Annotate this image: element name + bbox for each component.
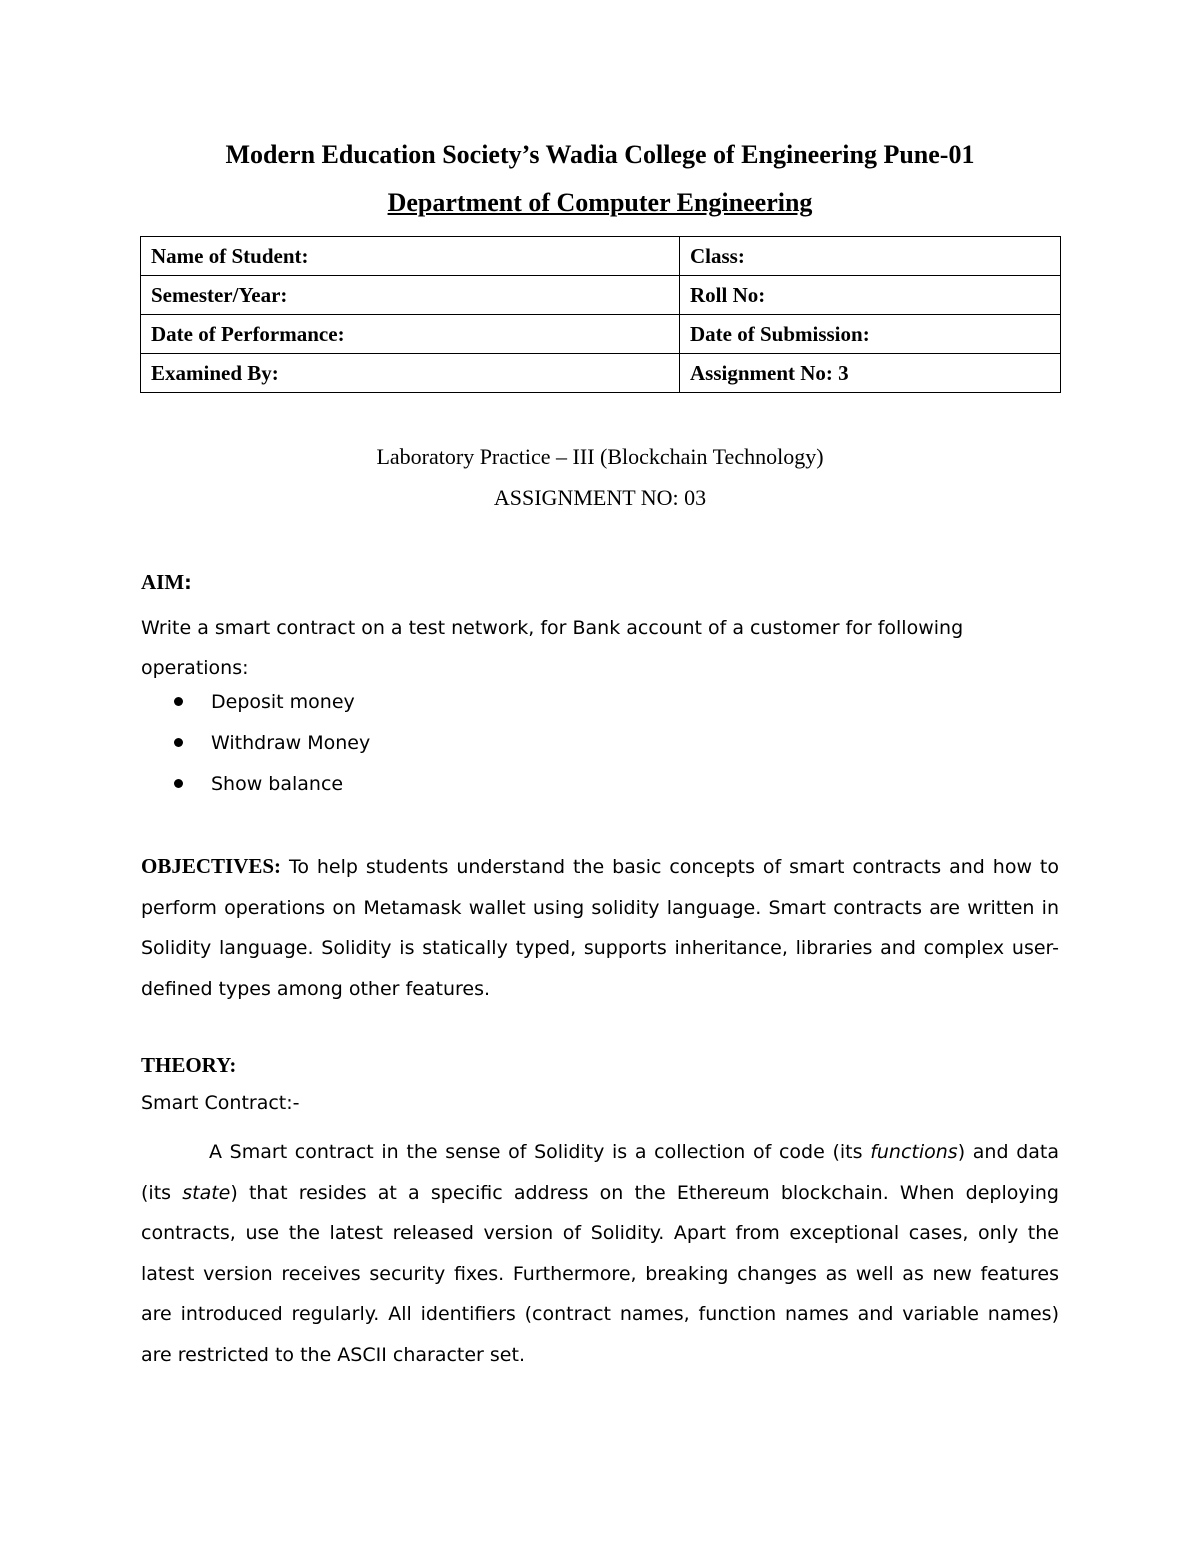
aim-heading-colon: :	[184, 572, 192, 594]
info-cell: Name of Student:	[141, 237, 680, 276]
assignment-number: ASSIGNMENT NO: 03	[493, 485, 707, 510]
aim-text: Write a smart contract on a test network, for Bank account of a customer for following operations:	[141, 617, 964, 679]
college-name: Modern Education Society’s Wadia College of Engineering Pune-01	[225, 140, 975, 169]
operation-label: Show balance	[211, 773, 344, 795]
info-cell: Date of Performance:	[141, 315, 680, 354]
bullet-icon	[174, 697, 183, 706]
objectives-text: To help students understand the basic concepts of smart contracts and how to perform operations on Metamask wallet using solidity language. Smart contracts are written in Solidity language. Solidity is statically typed, supports inheritance, libraries and complex user-defined types among other features.	[141, 856, 1059, 1000]
table-row	[141, 276, 1061, 315]
info-cell: Examined By:	[141, 354, 680, 393]
list-item	[141, 684, 370, 725]
list-item	[141, 725, 370, 766]
student-info-table	[140, 236, 1061, 393]
theory-emphasis: state	[182, 1181, 231, 1204]
info-cell: Semester/Year:	[141, 276, 680, 315]
list-item	[141, 766, 370, 807]
smart-contract-subheading: Smart Contract:-	[141, 1092, 300, 1114]
objectives-paragraph	[141, 846, 1059, 1009]
theory-heading: THEORY:	[141, 1053, 237, 1077]
info-cell: Roll No:	[680, 276, 1061, 315]
course-title: Laboratory Practice – III (Blockchain Technology)	[376, 444, 824, 469]
info-cell: Date of Submission:	[680, 315, 1061, 354]
theory-text-part: ) that resides at a specific address on the Ethereum blockchain. When deploying contracts, use the latest released version of Solidity. Apart from exceptional cases, only the latest version receives security fixes. Furthermore, breaking changes as well as new features are introduced regularly. All identifiers (contract names, function names and variable names) are restricted to the ASCII character set.	[141, 1181, 1059, 1366]
theory-text-part: ) and data (its	[141, 1141, 1059, 1204]
aim-heading-label: AIM	[141, 570, 185, 594]
info-cell: Class:	[680, 237, 1061, 276]
theory-paragraph	[141, 1132, 1059, 1375]
objectives-heading: OBJECTIVES:	[141, 854, 282, 878]
theory-emphasis: functions	[870, 1141, 958, 1163]
operation-label: Withdraw Money	[211, 732, 371, 754]
operations-list	[141, 684, 370, 807]
bullet-icon	[174, 779, 183, 788]
table-row	[141, 354, 1061, 393]
operation-label: Deposit money	[211, 691, 355, 713]
bullet-icon	[174, 738, 183, 747]
theory-text-part: A Smart contract in the sense of Solidity is a collection of code (its	[209, 1141, 871, 1163]
table-row	[141, 237, 1061, 276]
department-title: Department of Computer Engineering	[387, 188, 813, 217]
table-row	[141, 315, 1061, 354]
info-cell: Assignment No: 3	[680, 354, 1061, 393]
aim-heading	[141, 570, 192, 595]
